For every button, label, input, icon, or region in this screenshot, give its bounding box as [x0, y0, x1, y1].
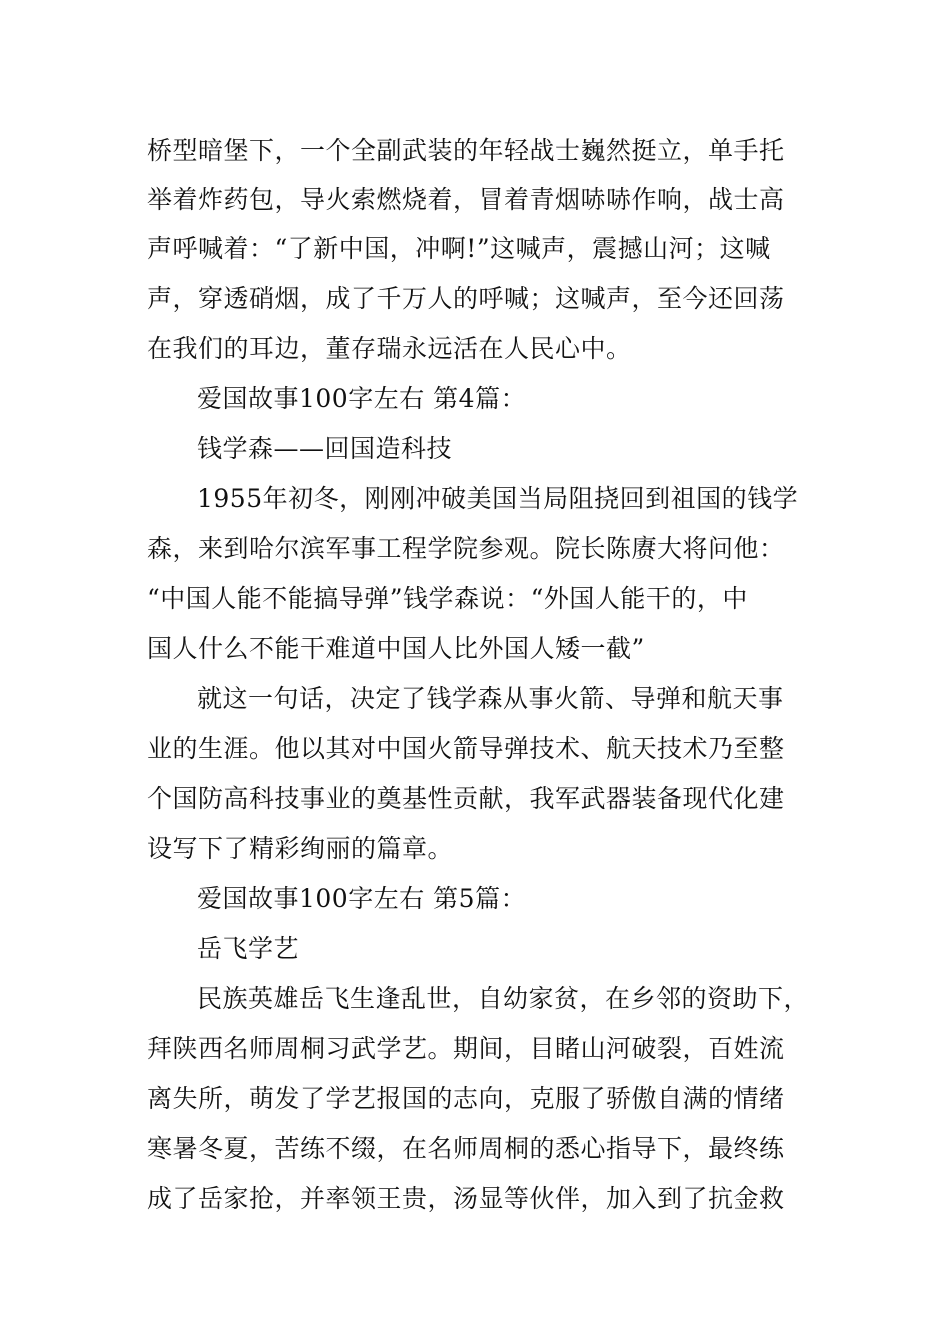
text-line: 成了岳家抢，并率领王贵，汤显等伙伴，加入到了抗金救 — [147, 1184, 785, 1213]
section-heading: 爱国故事100字左右 第5篇： — [197, 884, 527, 913]
text-line: 声，穿透硝烟，成了千万人的呼喊；这喊声，至今还回荡 — [147, 284, 785, 313]
text-line: 拜陕西名师周桐习武学艺。期间，目睹山河破裂，百姓流 — [147, 1034, 785, 1063]
text-line: “中国人能不能搞导弹”钱学森说：“外国人能干的，中 — [147, 584, 748, 613]
text-line: 在我们的耳边，董存瑞永远活在人民心中。 — [147, 334, 632, 363]
text-line: 民族英雄岳飞生逢乱世，自幼家贫，在乡邻的资助下， — [197, 984, 810, 1013]
text-line: 寒暑冬夏，苦练不缀，在名师周桐的悉心指导下，最终练 — [147, 1134, 785, 1163]
text-line: 设写下了精彩绚丽的篇章。 — [147, 834, 454, 863]
story-title: 岳飞学艺 — [197, 934, 300, 963]
text-line: 个国防高科技事业的奠基性贡献，我军武器装备现代化建 — [147, 784, 785, 813]
text-line: 国人什么不能干难道中国人比外国人矮一截” — [147, 634, 645, 663]
text-line: 就这一句话，决定了钱学森从事火箭、导弹和航天事 — [197, 684, 784, 713]
text-line: 声呼喊着：“了新中国，冲啊!”这喊声，震撼山河；这喊 — [147, 234, 771, 263]
story-title: 钱学森——回国造科技 — [197, 434, 453, 463]
text-line: 离失所，萌发了学艺报国的志向，克服了骄傲自满的情绪 — [147, 1084, 785, 1113]
text-line: 业的生涯。他以其对中国火箭导弹技术、航天技术乃至整 — [147, 734, 785, 763]
text-line: 举着炸药包，导火索燃烧着，冒着青烟哧哧作响，战士高 — [147, 185, 785, 214]
text-line: 森，来到哈尔滨军事工程学院参观。院长陈赓大将问他： — [147, 534, 785, 563]
text-line: 1955年初冬，刚刚冲破美国当局阻挠回到祖国的钱学 — [197, 484, 799, 513]
section-heading: 爱国故事100字左右 第4篇： — [197, 384, 527, 413]
text-line: 桥型暗堡下，一个全副武装的年轻战士巍然挺立，单手托 — [147, 136, 785, 165]
